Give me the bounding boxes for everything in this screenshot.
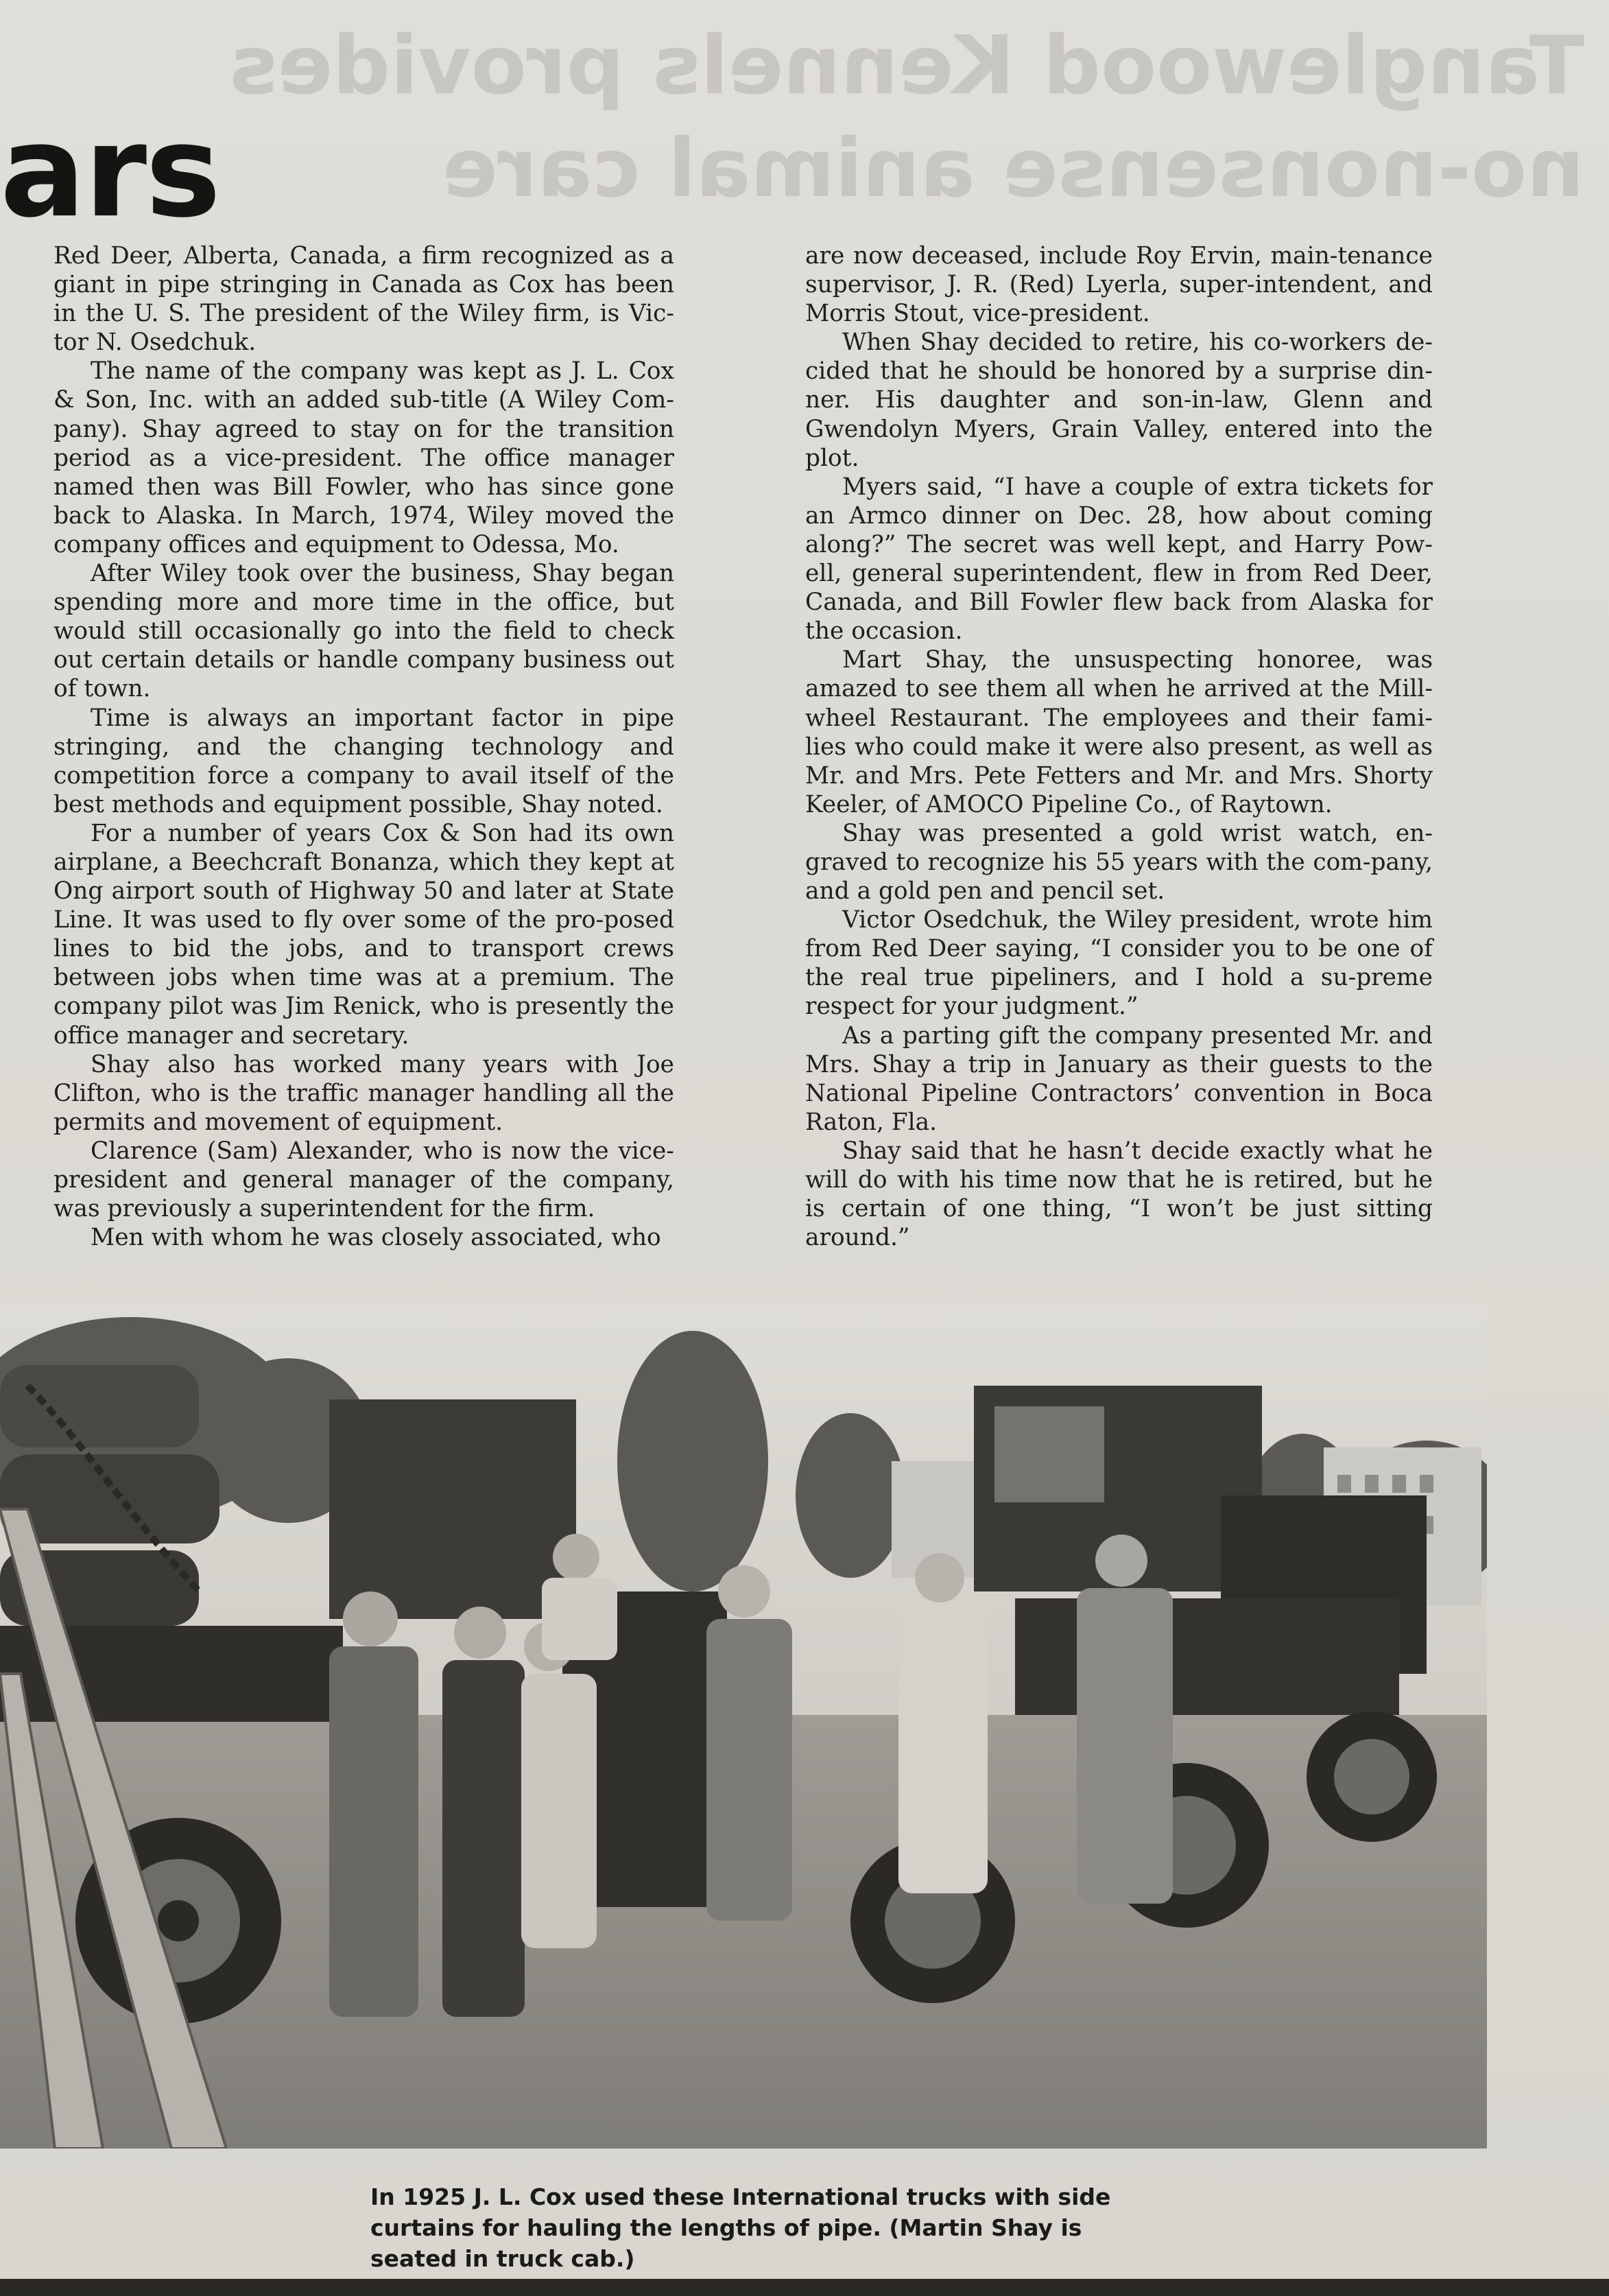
bleed-through-line-1: Tanglewood Kennels provides	[229, 18, 1584, 113]
paragraph: Mart Shay, the unsuspecting honoree, was amazed to see them all when he arrived at the Mill-wheel Restaurant. The employees and their fami-lies who could make it were also present, as well as Mr. and Mrs. Pete Fetters and Mr. and Mrs. Shorty Keeler, of AMOCO Pipeline Co., of Raytown.	[805, 646, 1433, 818]
bleed-through-line-2: no-nonsense animal care	[442, 121, 1584, 215]
paragraph: Victor Osedchuk, the Wiley president, wrote him from Red Deer saying, “I consider you to be one of the real true pipeliners, and I hold a su-preme respect for your judgment.”	[805, 906, 1433, 1021]
paragraph: Time is always an important factor in pipe stringing, and the changing technology and competition force a company to avail itself of the best methods and equipment possible, Shay noted.	[53, 704, 674, 818]
bleed-through-text	[130, 14, 1584, 220]
paragraph: are now deceased, include Roy Ervin, main-tenance supervisor, J. R. (Red) Lyerla, super-intendent, and Morris Stout, vice-president.	[805, 242, 1433, 328]
paragraph: When Shay decided to retire, his co-workers de-cided that he should be honored by a surprise din-ner. His daughter and son-in-law, Glenn and Gwendolyn Myers, Grain Valley, entered into the plot.	[805, 329, 1433, 472]
worker-1	[329, 1591, 418, 2017]
historic-truck-photo	[0, 1303, 1487, 2149]
paragraph: Shay also has worked many years with Joe Clifton, who is the traffic manager handling all the permits and movement of equipment.	[53, 1050, 674, 1136]
worker-2	[442, 1607, 525, 2017]
paragraph: Clarence (Sam) Alexander, who is now the vice-president and general manager of the company, was previously a superintendent for the firm.	[53, 1137, 674, 1223]
paragraph: Shay said that he hasn’t decide exactly what he will do with his time now that he is retired, but he is certain of one thing, “I won’t be just sitting around.”	[805, 1137, 1433, 1252]
paragraph: After Wiley took over the business, Shay began spending more and more time in the office, but would still occasionally go into the field to check out certain details or handle company business out of town.	[53, 560, 674, 703]
article-column-right	[805, 241, 1433, 1252]
article-column-left	[53, 241, 674, 1252]
photo-caption: In 1925 J. L. Cox used these International trucks with side curtains for hauling the lengths of pipe. (Martin Shay is seated in truck cab.)	[370, 2183, 1111, 2272]
paragraph: Red Deer, Alberta, Canada, a firm recognized as a giant in pipe stringing in Canada as Cox has been in the U. S. The president of the Wiley firm, is Vic-tor N. Osedchuk.	[53, 242, 674, 357]
paragraph: Men with whom he was closely associated, who	[91, 1224, 661, 1252]
scan-bottom-edge	[0, 2279, 1609, 2296]
paragraph: As a parting gift the company presented Mr. and Mrs. Shay a trip in January as their guests to the National Pipeline Contractors’ convention in Boca Raton, Fla.	[805, 1021, 1433, 1136]
paragraph: The name of the company was kept as J. L. Cox & Son, Inc. with an added sub-title (A Wiley Com-pany). Shay agreed to stay on for the transition period as a vice-president. The office manager named then was Bill Fowler, who has since gone back to Alaska. In March, 1974, Wiley moved the company offices and equipment to Odessa, Mo.	[53, 357, 674, 558]
paragraph: Shay was presented a gold wrist watch, en-graved to recognize his 55 years with the com-pany, and a gold pen and pencil set.	[805, 819, 1433, 906]
worker-5	[1077, 1535, 1173, 1904]
paragraph: Myers said, “I have a couple of extra tickets for an Armco dinner on Dec. 28, how about coming along?” The secret was well kept, and Harry Pow-ell, general superintendent, flew in from Red Deer, Canada, and Bill Fowler flew back from Alaska for the occasion.	[805, 473, 1433, 646]
photo-illustration	[0, 1303, 1487, 2149]
paragraph: For a number of years Cox & Son had its own airplane, a Beechcraft Bonanza, which they kept at Ong airport south of Highway 50 and later at State Line. It was used to fly over some of the pro-posed lines to bid the jobs, and to transport crews between jobs when time was at a premium. The company pilot was Jim Renick, who is presently the office manager and secretary.	[53, 819, 674, 1050]
headline-fragment: ars	[0, 97, 220, 246]
